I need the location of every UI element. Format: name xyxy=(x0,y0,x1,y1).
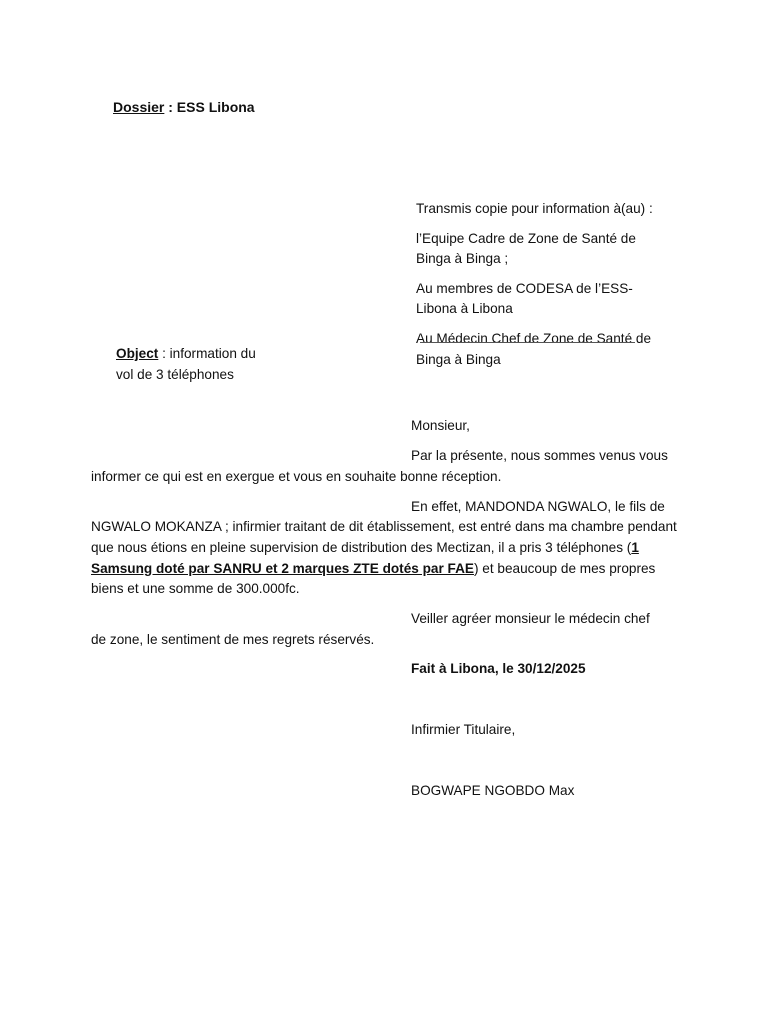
paragraph-facts xyxy=(91,497,681,600)
paragraph-facts-start: En effet, MANDONDA NGWALO, le fils de xyxy=(411,498,665,514)
place-date: Fait à Libona, le 30/12/2025 xyxy=(411,661,586,676)
transmis-clip xyxy=(416,199,656,384)
transmis-recipient: l’Equipe Cadre de Zone de Santé de Binga à Binga ; xyxy=(416,230,636,267)
signatory-name: BOGWAPE NGOBDO Max xyxy=(411,783,575,798)
paragraph-closing-start: Veiller agréer monsieur le médecin chef xyxy=(411,611,650,627)
letter-body xyxy=(91,416,681,660)
dossier-value: : ESS Libona xyxy=(164,99,255,115)
paragraph-intro-rest: informer ce qui est en exergue et vous en souhaite bonne réception. xyxy=(91,468,502,484)
transmis-divider xyxy=(420,342,635,343)
paragraph-intro-start: Par la présente, nous sommes venus vous xyxy=(411,448,668,464)
transmis-recipient: Au Médecin Chef de Zone de Santé de Binga à Binga xyxy=(416,330,652,367)
paragraph-closing xyxy=(91,609,681,650)
paragraph-facts-after: ) et beaucoup de mes propres biens et une somme de 300.000fc. xyxy=(91,560,656,597)
paragraph-intro xyxy=(91,446,681,487)
object-label: Object xyxy=(116,346,159,361)
signatory-title: Infirmier Titulaire, xyxy=(411,722,516,737)
paragraph-facts-before: NGWALO MOKANZA ; infirmier traitant de dit établissement, est entré dans ma chambre pendant que nous étions en pleine supervision de distribution des Mectizan, il a pris 3 téléphones ( xyxy=(91,519,677,555)
transmis-block xyxy=(416,199,656,384)
dossier-line xyxy=(113,97,255,118)
stolen-items-highlight: 1 Samsung doté par SANRU et 2 marques ZTE dotés par FAE xyxy=(91,539,639,576)
paragraph-closing-rest: de zone, le sentiment de mes regrets réservés. xyxy=(91,631,375,647)
salutation: Monsieur, xyxy=(411,418,470,433)
transmis-recipient: Au membres de CODESA de l’ESS-Libona à Libona xyxy=(416,280,633,317)
object-block xyxy=(116,344,276,385)
transmis-intro: Transmis copie pour information à(au) : xyxy=(416,201,653,216)
dossier-label: Dossier xyxy=(113,99,165,115)
object-value: : information du vol de 3 téléphones xyxy=(116,346,256,382)
